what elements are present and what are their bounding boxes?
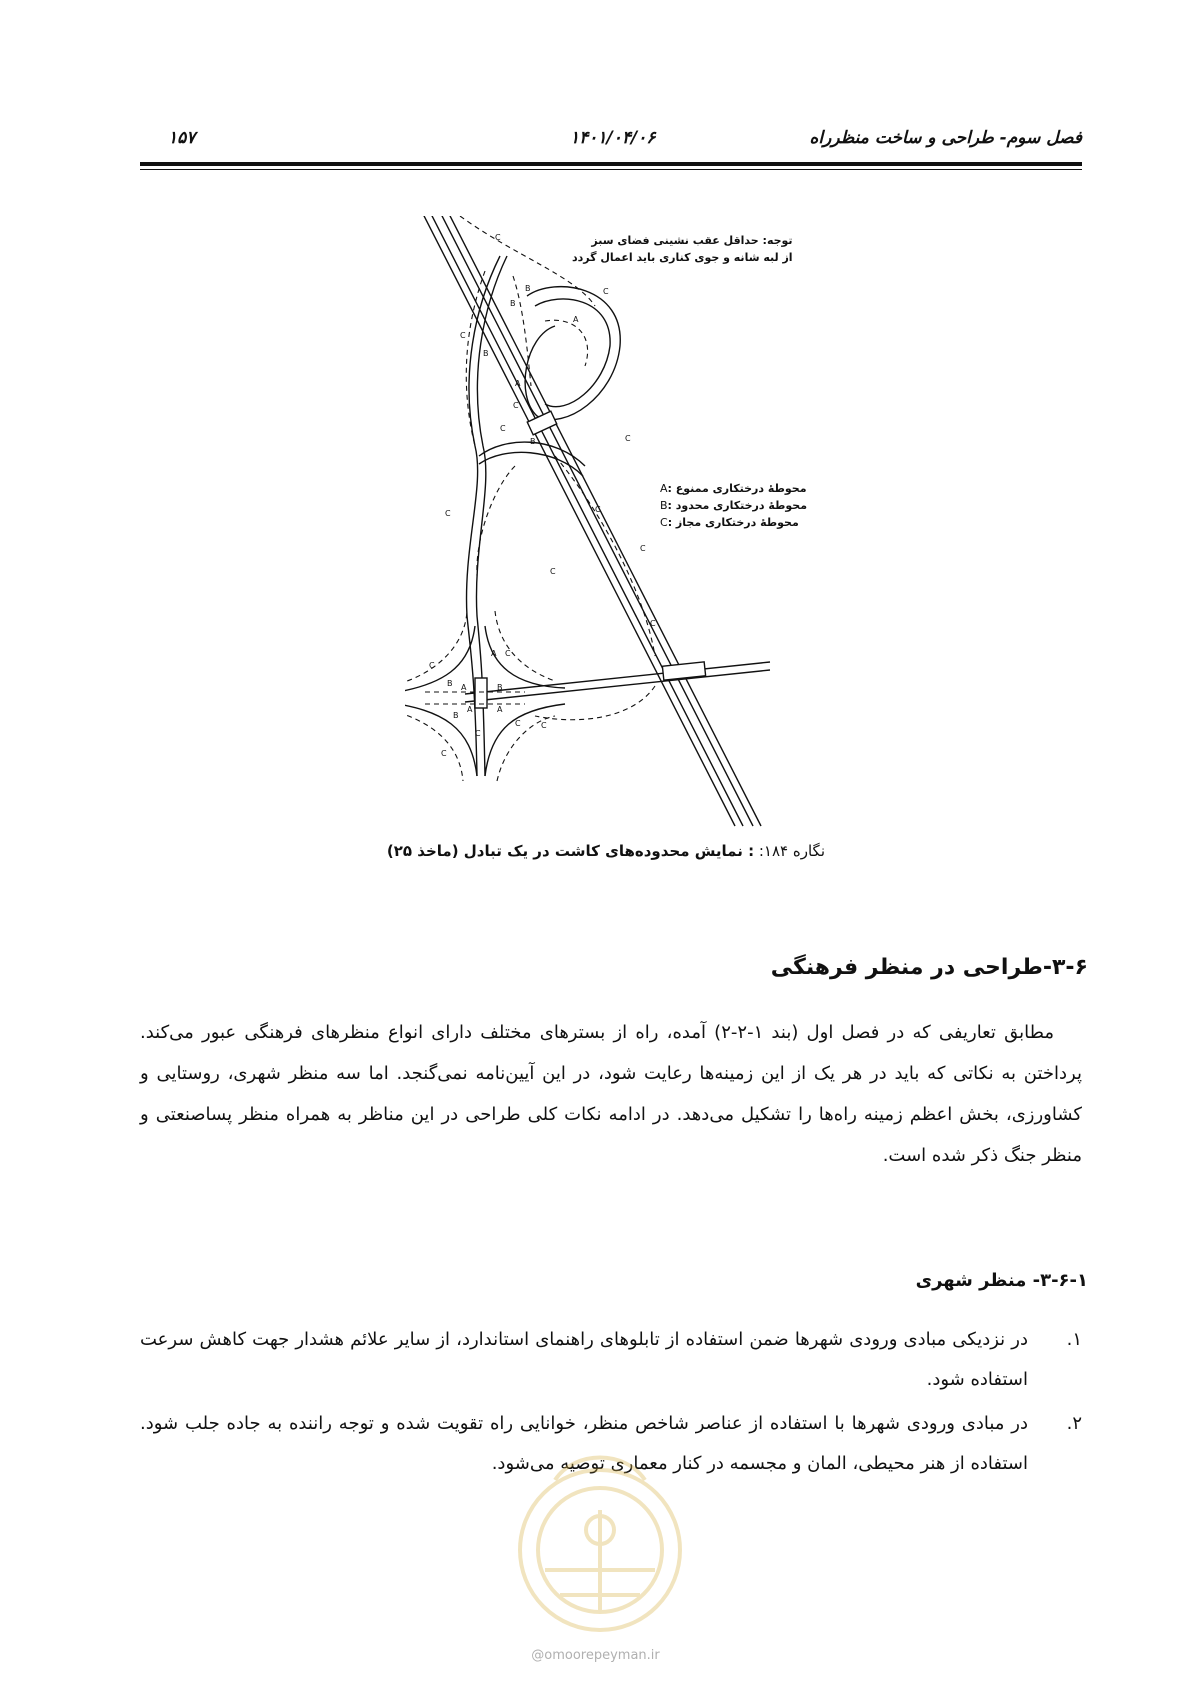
svg-text:C: C xyxy=(515,719,521,728)
svg-text:C: C xyxy=(595,505,601,514)
svg-text:A: A xyxy=(515,379,521,388)
svg-text:C: C xyxy=(475,729,481,738)
legend-key: C xyxy=(660,516,668,529)
svg-text:B: B xyxy=(483,349,489,358)
legend-label: : محوطهٔ درختکاری مجاز xyxy=(667,516,799,529)
website-watermark: @omoorepeyman.ir xyxy=(531,1648,660,1663)
svg-text:C: C xyxy=(460,331,466,340)
svg-text:B: B xyxy=(510,299,516,308)
figure-note xyxy=(572,232,793,266)
svg-text:C: C xyxy=(429,661,435,670)
legend-key: B xyxy=(660,499,668,512)
svg-text:C: C xyxy=(550,567,556,576)
svg-text:A: A xyxy=(491,649,497,658)
svg-text:C: C xyxy=(625,434,631,443)
svg-text:A: A xyxy=(573,315,579,324)
svg-text:C: C xyxy=(445,509,451,518)
chapter-title: فصل سوم- طراحی و ساخت منظرراه xyxy=(809,128,1082,148)
legend-label: : محوطهٔ درختکاری محدود xyxy=(667,499,808,512)
svg-text:C: C xyxy=(495,233,501,242)
svg-text:C: C xyxy=(541,721,547,730)
legend-item-b xyxy=(660,497,807,514)
header-rule-thick xyxy=(140,162,1082,166)
svg-text:B: B xyxy=(497,683,503,692)
legend-item-c xyxy=(660,514,807,531)
legend-label: : محوطهٔ درختکاری ممنوع xyxy=(667,482,807,495)
header-date: ۱۴۰۱/۰۴/۰۶ xyxy=(570,128,656,148)
svg-text:C: C xyxy=(500,424,506,433)
svg-text:B: B xyxy=(447,679,453,688)
svg-text:C: C xyxy=(650,619,656,628)
figure-note-line-1: توجه: حداقل عقب نشینی فضای سبز xyxy=(591,234,793,247)
svg-text:A: A xyxy=(461,683,467,692)
svg-text:B: B xyxy=(525,284,531,293)
publisher-seal-watermark xyxy=(505,1420,695,1650)
list-item-text: در نزدیکی مبادی ورودی شهرها ضمن استفاده از تابلوهای راهنمای استاندارد، از سایر علائم هشدار جهت کاهش سرعت استفاده شود. xyxy=(140,1329,1028,1390)
legend-key: A xyxy=(660,482,668,495)
page-number: ۱۵۷ xyxy=(168,128,196,148)
list-item-number: ۱. xyxy=(1066,1329,1082,1350)
header-rule-thin xyxy=(140,169,1082,170)
legend-item-a xyxy=(660,480,807,497)
list-item-number: ۲. xyxy=(1066,1413,1082,1434)
svg-text:C: C xyxy=(513,401,519,410)
section-paragraph xyxy=(140,1012,1082,1176)
paragraph-text: مطابق تعاریفی که در فصل اول (بند ۱-۲-۲) آمده، راه از بسترهای مختلف دارای انواع منظرهای فرهنگی عبور می‌کند. پرداختن به نکاتی که باید در هر یک از این زمینه‌ها رعایت شود، در این آیین‌نامه نمی‌گنجد. اما سه منظر شهری، روستایی و کشاورزی، بخش اعظم زمینه راه‌ها را تشکیل می‌دهد. در ادامه نکات کلی طراحی در این مناظر به همراه منظر پساصنعتی و منظر جنگ ذکر شده است. xyxy=(140,1022,1082,1166)
svg-text:C: C xyxy=(505,649,511,658)
list-item-text: در مبادی ورودی شهرها با استفاده از عناصر شاخص منظر، خوانایی راه تقویت شده و توجه راننده به جاده جلب شود. استفاده از هنر محیطی، المان و مجسمه در کنار معماری توصیه می‌شود. xyxy=(140,1413,1028,1474)
caption-title: : نمایش محدوده‌های کاشت در یک تبادل (ماخذ ۲۵) xyxy=(386,842,755,860)
figure-note-line-2: از لبه شانه و جوی کناری باید اعمال گردد xyxy=(572,251,793,264)
svg-text:C: C xyxy=(640,544,646,553)
figure-caption xyxy=(387,842,825,860)
section-heading: ۳-۶-طراحی در منظر فرهنگی xyxy=(770,955,1088,980)
list-item xyxy=(140,1320,1082,1400)
figure-legend xyxy=(660,480,807,531)
svg-text:C: C xyxy=(603,287,609,296)
subsection-heading: ۳-۶-۱- منظر شهری xyxy=(915,1270,1088,1291)
svg-text:A: A xyxy=(497,705,503,714)
svg-text:C: C xyxy=(441,749,447,758)
page-header xyxy=(140,128,1082,158)
caption-prefix: نگاره ۱۸۴: xyxy=(754,842,825,860)
svg-text:A: A xyxy=(467,705,473,714)
svg-text:B: B xyxy=(453,711,459,720)
svg-text:B: B xyxy=(530,437,536,446)
